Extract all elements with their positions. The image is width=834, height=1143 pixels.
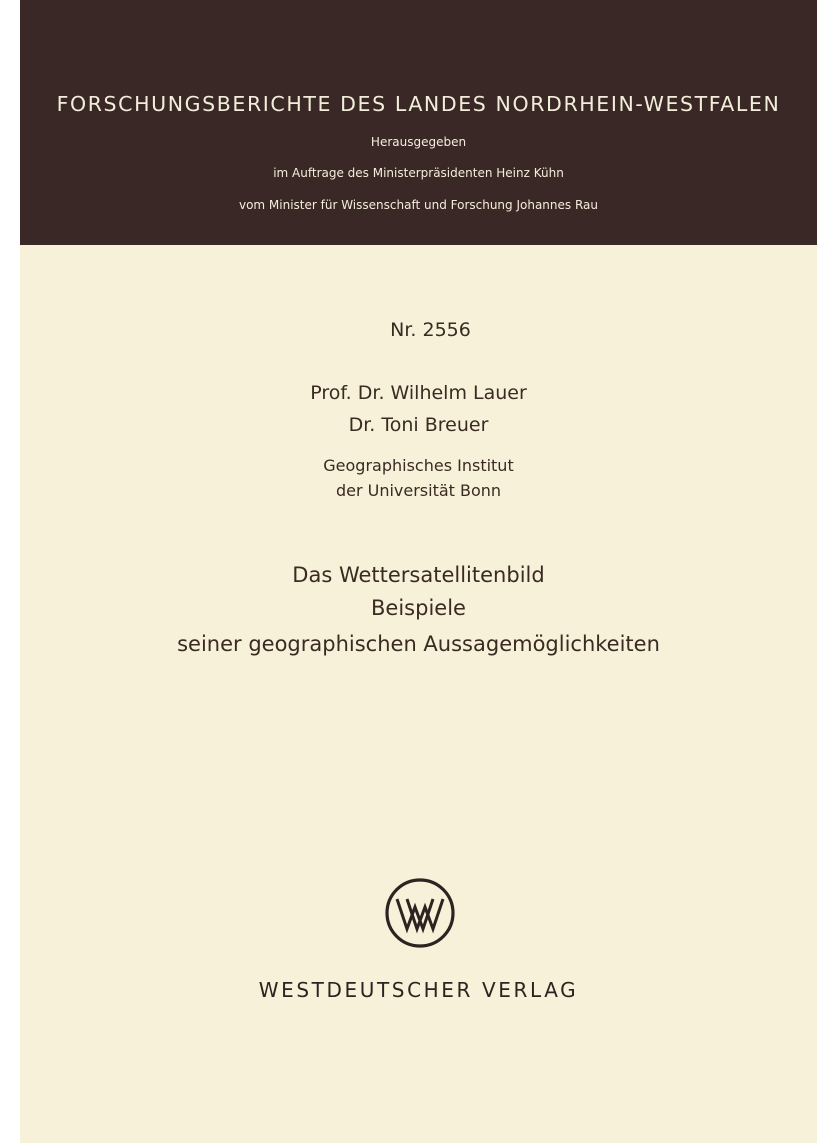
institute-university: der Universität Bonn (335, 481, 502, 500)
series-title: FORSCHUNGSBERICHTE DES LANDES NORDRHEIN-WESTFALEN (56, 92, 781, 116)
institute-name: Geographisches Institut (323, 456, 514, 475)
author-name: Prof. Dr. Wilhelm Lauer (310, 382, 527, 404)
ww-circle-logo-icon (384, 877, 456, 949)
minister-line: vom Minister für Wissenschaft und Forschung Johannes Rau (238, 198, 599, 212)
commissioned-by-line: im Auftrage des Ministerpräsidenten Heinz Kühn (273, 166, 564, 180)
book-title: Das Wettersatellitenbild (292, 563, 545, 587)
author-name: Dr. Toni Breuer (348, 414, 489, 436)
editor-line: Herausgegeben (370, 135, 467, 149)
book-cover (20, 0, 817, 1143)
book-subtitle-line: seiner geographischen Aussagemöglichkeiten (177, 632, 660, 656)
book-subtitle: Beispiele (371, 596, 466, 620)
publisher-name: WESTDEUTSCHER VERLAG (258, 978, 579, 1002)
report-number: Nr. 2556 (390, 319, 471, 341)
cover-header-band (20, 0, 817, 245)
